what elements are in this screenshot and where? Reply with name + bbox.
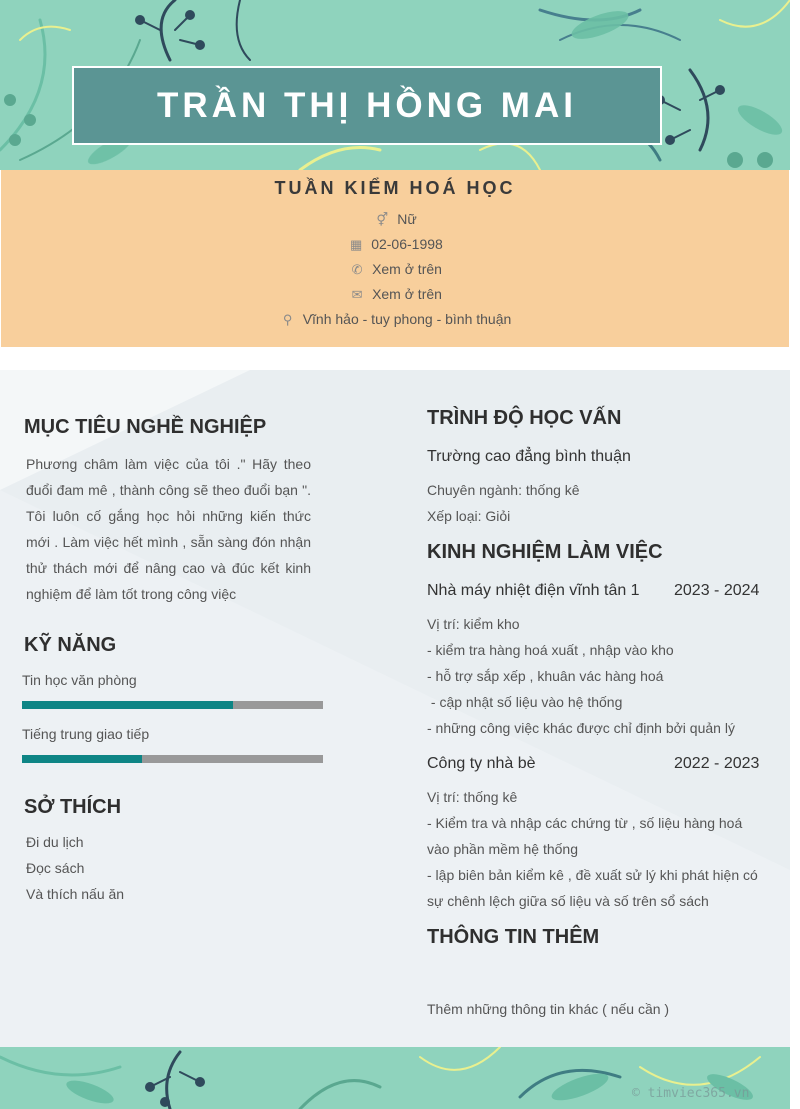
school-name: Trường cao đẳng bình thuận	[427, 448, 631, 465]
job-detail-line: - Kiểm tra và nhập các chứng từ , số liệu hàng hoá	[427, 815, 743, 831]
job-detail-line: - kiểm tra hàng hoá xuất , nhập vào kho	[427, 642, 674, 658]
job-detail-line: - hỗ trợ sắp xếp , khuân vác hàng hoá	[427, 668, 664, 684]
education-grade: Xếp loại: Giỏi	[427, 508, 511, 524]
birthday-cake-icon: ▦	[350, 237, 363, 252]
job-detail-line: Vị trí: kiểm kho	[427, 616, 520, 632]
extra-info-text: Thêm những thông tin khác ( nếu cần )	[427, 1001, 670, 1017]
floral-header-banner	[0, 0, 790, 170]
work-period: 2022 - 2023	[674, 755, 760, 772]
job-detail-line: vào phần mềm hệ thống	[427, 841, 578, 857]
work-period: 2023 - 2024	[674, 582, 760, 599]
job-detail-line: - lập biên bản kiểm kê , đề xuất sử lý khi phát hiện có	[427, 867, 758, 883]
hobby-item: Đọc sách	[26, 860, 85, 876]
skill-name: Tiếng trung giao tiếp	[22, 726, 150, 742]
job-detail-line: Vị trí: thống kê	[427, 789, 518, 805]
gender-value: Nữ	[397, 211, 417, 227]
gender-icon: ⚥	[376, 212, 389, 227]
job-position-title: TUẦN KIỂM HOÁ HỌC	[274, 178, 516, 198]
job-detail-line: sự chênh lệch giữa số liệu và số trên sổ sách	[427, 893, 709, 909]
hobbies-heading: SỞ THÍCH	[24, 796, 122, 818]
job-detail-line: - cập nhật số liệu vào hệ thống	[427, 694, 623, 710]
watermark-text: © timviec365.vn	[632, 1086, 750, 1101]
phone-row	[1, 261, 789, 278]
skill-level-fill	[22, 701, 233, 709]
skill-bar	[22, 755, 323, 763]
objective-text: Phương châm làm việc của tôi ." Hãy theo đuổi đam mê , thành công sẽ theo đuổi bạn ". Tôi luôn cố gắng học hỏi những kiến thức mới . Làm việc hết mình , sẵn sàng đón nhận thử thách mới để nâng cao và đúc kết kinh nghiệm để làm tốt trong công việc	[26, 456, 311, 602]
envelope-icon: ✉	[351, 287, 363, 302]
skill-name: Tin học văn phòng	[22, 672, 137, 688]
candidate-name: TRẦN THỊ HỒNG MAI	[72, 66, 662, 145]
skill-level-fill	[22, 755, 142, 763]
hobby-item: Và thích nấu ăn	[26, 886, 125, 902]
education-heading: TRÌNH ĐỘ HỌC VẤN	[427, 407, 622, 429]
phone-icon: ✆	[351, 262, 363, 277]
hobby-item: Đi du lịch	[26, 834, 84, 850]
skill-bar	[22, 701, 323, 709]
birthday-row	[1, 236, 789, 253]
company-name: Nhà máy nhiệt điện vĩnh tân 1	[427, 582, 640, 599]
address-value: Vĩnh hảo - tuy phong - bình thuận	[302, 311, 512, 327]
company-name: Công ty nhà bè	[427, 755, 536, 772]
job-detail-line: - những công việc khác được chỉ định bởi quản lý	[427, 720, 735, 736]
birthday-value: 02-06-1998	[371, 236, 443, 252]
extra-info-heading: THÔNG TIN THÊM	[427, 926, 600, 948]
address-row	[1, 311, 789, 328]
experience-heading: KINH NGHIỆM LÀM VIỆC	[427, 541, 663, 563]
objective-heading: MỤC TIÊU NGHỀ NGHIỆP	[24, 416, 267, 438]
gender-row	[1, 211, 789, 228]
email-row	[1, 286, 789, 303]
personal-info-section	[1, 170, 789, 347]
map-pin-icon: ⚲	[282, 312, 293, 327]
phone-value: Xem ở trên	[372, 261, 442, 277]
email-value: Xem ở trên	[372, 286, 442, 302]
education-major: Chuyên ngành: thống kê	[427, 482, 580, 498]
skills-heading: KỸ NĂNG	[24, 634, 117, 656]
